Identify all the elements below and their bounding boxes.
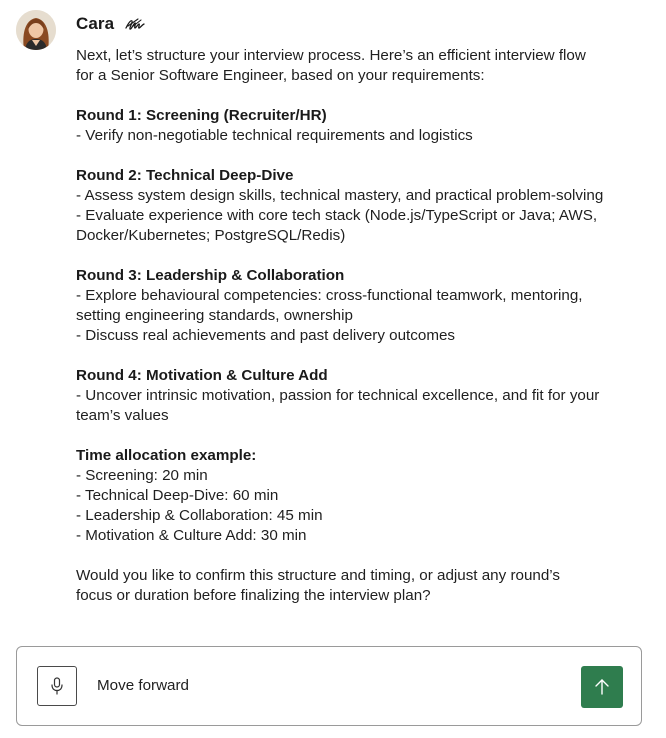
time-allocation-line: - Motivation & Culture Add: 30 min (76, 527, 307, 544)
closing-line-1: Would you like to confirm this structure and timing, or adjust any round’s (76, 567, 560, 584)
send-button[interactable] (581, 666, 623, 708)
round-4-line: - Uncover intrinsic motivation, passion for technical excellence, and fit for your (76, 387, 600, 404)
round-1-line: - Verify non-negotiable technical requirements and logistics (76, 127, 473, 144)
microphone-icon (50, 677, 64, 695)
time-allocation-title: Time allocation example: (76, 447, 257, 464)
avatar (16, 10, 56, 50)
round-3-line: - Discuss real achievements and past delivery outcomes (76, 327, 456, 344)
microphone-button[interactable] (37, 666, 77, 706)
round-2-line: - Evaluate experience with core tech stack (Node.js/TypeScript or Java; AWS, (76, 207, 598, 224)
closing-line-2: focus or duration before finalizing the interview plan? (76, 587, 431, 604)
time-allocation-line: - Leadership & Collaboration: 45 min (76, 507, 323, 524)
message-composer (16, 646, 642, 726)
round-3-title: Round 3: Leadership & Collaboration (76, 267, 345, 284)
signature-icon (124, 16, 146, 32)
time-allocation-line: - Technical Deep-Dive: 60 min (76, 487, 279, 504)
arrow-up-icon (594, 678, 610, 696)
assistant-header (76, 12, 146, 36)
intro-line-1: Next, let’s structure your interview process. Here’s an efficient interview flow (76, 47, 586, 64)
round-4-title: Round 4: Motivation & Culture Add (76, 367, 328, 384)
assistant-name: Cara (76, 14, 115, 33)
time-allocation-line: - Screening: 20 min (76, 467, 208, 484)
message-input[interactable]: Move forward (97, 677, 190, 694)
round-2-line: Docker/Kubernetes; PostgreSQL/Redis) (76, 227, 346, 244)
round-3-line: - Explore behavioural competencies: cross-functional teamwork, mentoring, (76, 287, 583, 304)
round-4-line: team’s values (76, 407, 169, 424)
round-1-title: Round 1: Screening (Recruiter/HR) (76, 107, 327, 124)
assistant-message (76, 46, 652, 606)
avatar-photo-icon (16, 10, 56, 50)
round-2-line: - Assess system design skills, technical mastery, and practical problem-solving (76, 187, 604, 204)
intro-line-2: for a Senior Software Engineer, based on your requirements: (76, 67, 485, 84)
round-3-line: setting engineering standards, ownership (76, 307, 353, 324)
round-2-title: Round 2: Technical Deep-Dive (76, 167, 294, 184)
